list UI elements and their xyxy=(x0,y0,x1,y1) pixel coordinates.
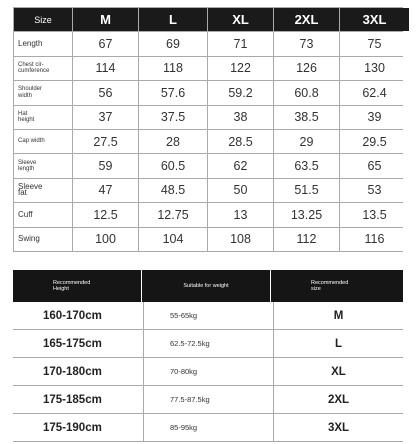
table-cell: 73 xyxy=(274,32,339,55)
header-recommended-size: Recommended size xyxy=(271,270,403,302)
table-row xyxy=(13,414,403,442)
height-cell: 165-175cm xyxy=(43,337,102,350)
table-cell: 13.5 xyxy=(340,203,409,226)
table-cell: 75 xyxy=(340,32,409,55)
table-cell: 27.5 xyxy=(73,130,138,153)
size-header-l: L xyxy=(139,8,207,31)
table-cell: 51.5 xyxy=(274,179,339,202)
table-cell: 67 xyxy=(73,32,138,55)
size-header-m: M xyxy=(73,8,138,31)
table-cell: 37.5 xyxy=(139,106,207,129)
row-label-cuff: Cuff xyxy=(14,203,72,226)
size-cell: 3XL xyxy=(273,414,403,441)
size-header-2xl: 2XL xyxy=(274,8,339,31)
height-cell: 160-170cm xyxy=(43,309,102,322)
table-cell: 37 xyxy=(73,106,138,129)
size-cell: 2XL xyxy=(273,386,403,413)
weight-cell: 85-95kg xyxy=(143,414,273,441)
weight-cell: 62.5-72.5kg xyxy=(143,330,273,357)
table-cell: 71 xyxy=(208,32,273,55)
row-label-swing: Swing xyxy=(14,228,72,251)
table-cell: 29.5 xyxy=(340,130,409,153)
table-row xyxy=(13,330,403,358)
table-cell: 28 xyxy=(139,130,207,153)
table-cell: 65 xyxy=(340,154,409,177)
size-header-3xl: 3XL xyxy=(340,8,409,31)
table-cell: 38.5 xyxy=(274,106,339,129)
table-cell: 12.5 xyxy=(73,203,138,226)
height-cell: 175-190cm xyxy=(43,421,102,434)
size-header-xl: XL xyxy=(208,8,273,31)
row-label-length: Length xyxy=(14,32,72,55)
row-label-sleeve-length: Sleeve length xyxy=(14,154,72,177)
recommendation-header xyxy=(13,270,403,302)
table-cell: 69 xyxy=(139,32,207,55)
size-cell: L xyxy=(273,330,403,357)
table-cell: 104 xyxy=(139,228,207,251)
table-cell: 53 xyxy=(340,179,409,202)
recommendation-table xyxy=(13,270,403,437)
row-label-sleeve-fat: Sleeve fat xyxy=(14,179,72,202)
table-cell: 28.5 xyxy=(208,130,273,153)
table-cell: 12.75 xyxy=(139,203,207,226)
table-cell: 59 xyxy=(73,154,138,177)
table-cell: 63.5 xyxy=(274,154,339,177)
table-cell: 108 xyxy=(208,228,273,251)
table-cell: 126 xyxy=(274,57,339,80)
table-cell: 39 xyxy=(340,106,409,129)
table-cell: 13.25 xyxy=(274,203,339,226)
table-cell: 100 xyxy=(73,228,138,251)
table-cell: 29 xyxy=(274,130,339,153)
table-cell: 48.5 xyxy=(139,179,207,202)
table-cell: 62.4 xyxy=(340,81,409,104)
row-label-shoulder: Shoulder width xyxy=(14,81,72,104)
header-suitable-weight: Suitable for weight xyxy=(142,270,270,302)
table-cell: 60.8 xyxy=(274,81,339,104)
table-cell: 59.2 xyxy=(208,81,273,104)
weight-cell: 77.5-87.5kg xyxy=(143,386,273,413)
size-header-corner: Size xyxy=(14,8,72,31)
height-cell: 170-180cm xyxy=(43,365,102,378)
table-cell: 60.5 xyxy=(139,154,207,177)
table-cell: 118 xyxy=(139,57,207,80)
table-cell: 13 xyxy=(208,203,273,226)
table-cell: 38 xyxy=(208,106,273,129)
header-recommended-height: Recommended Height xyxy=(13,270,141,302)
table-row xyxy=(13,386,403,414)
size-cell: XL xyxy=(273,358,403,385)
row-label-hat-height: Hat height xyxy=(14,106,72,129)
table-cell: 62 xyxy=(208,154,273,177)
height-cell: 175-185cm xyxy=(43,393,102,406)
table-cell: 122 xyxy=(208,57,273,80)
row-label-chest: Chest cir- cumference xyxy=(14,57,72,80)
weight-cell: 55-65kg xyxy=(143,302,273,329)
table-cell: 56 xyxy=(73,81,138,104)
weight-cell: 70-80kg xyxy=(143,358,273,385)
size-chart-table xyxy=(13,7,403,252)
table-cell: 114 xyxy=(73,57,138,80)
table-cell: 47 xyxy=(73,179,138,202)
row-label-cap-width: Cap width xyxy=(14,130,72,153)
table-cell: 57.6 xyxy=(139,81,207,104)
table-cell: 50 xyxy=(208,179,273,202)
size-cell: M xyxy=(273,302,403,329)
table-row xyxy=(13,302,403,330)
table-row xyxy=(13,358,403,386)
table-cell: 130 xyxy=(340,57,409,80)
table-cell: 112 xyxy=(274,228,339,251)
table-cell: 116 xyxy=(340,228,409,251)
